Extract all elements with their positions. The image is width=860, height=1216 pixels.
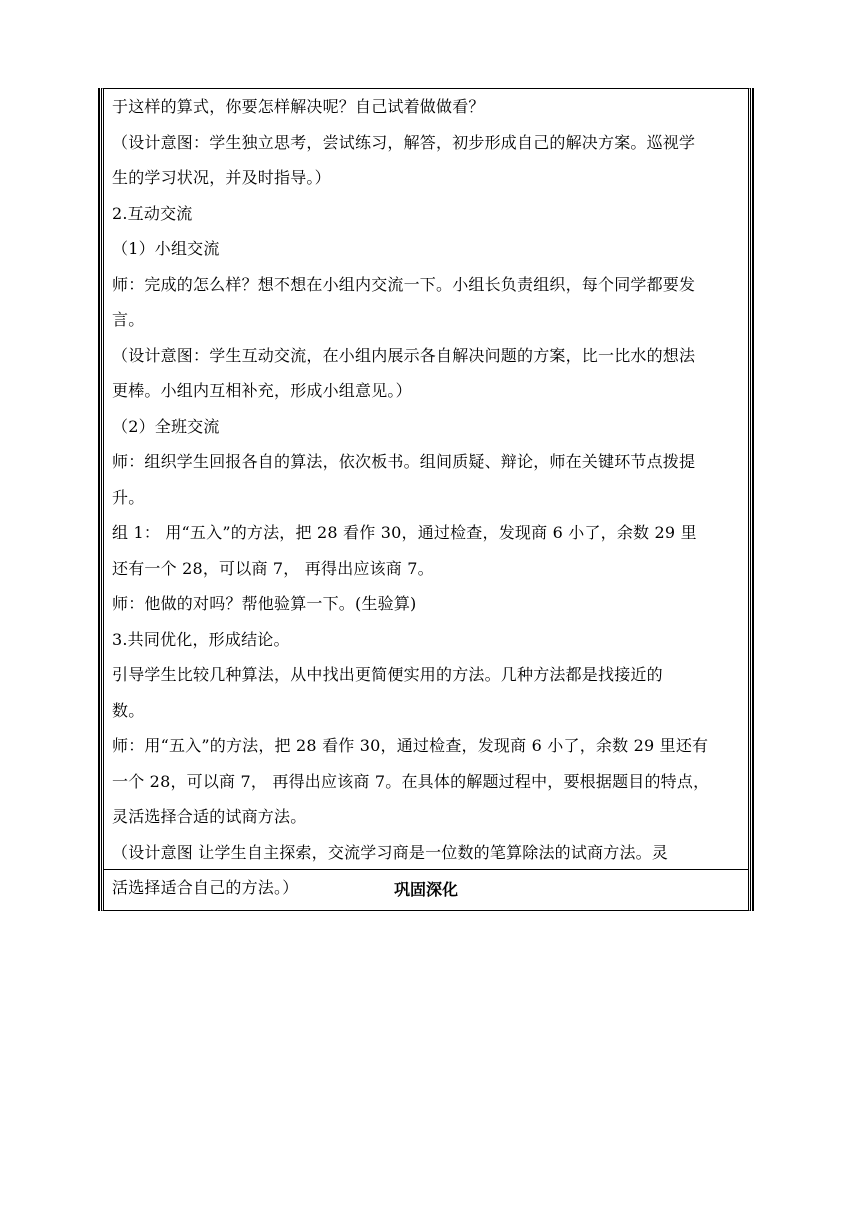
text-line: 活选择适合自己的方法。） (112, 878, 299, 897)
text-line: 数。 (112, 700, 145, 720)
text-line: 一个 28，可以商 7， 再得出应该商 7。在具体的解题过程中，要根据题目的特点， (112, 771, 710, 791)
text-line: 生的学习状况，并及时指导。） (112, 168, 331, 187)
text-line: 师：组织学生回报各自的算法，依次板书。组间质疑、辩论，师在关键环节点拨提 (112, 452, 696, 471)
section-title-cell: 巩固深化 (104, 869, 748, 910)
section-heading: 3.共同优化，形成结论。 (112, 629, 290, 649)
subsection-heading: （2）全班交流 (112, 416, 220, 436)
text-line: 于这样的算式，你要怎样解决呢？自己试着做做看？ (112, 97, 485, 116)
lesson-table (101, 88, 751, 911)
text-line: （设计意图：学生互动交流，在小组内展示各自解决问题的方案，比一比水的想法 (112, 345, 696, 365)
text-line: （设计意图：学生独立思考，尝试练习，解答，初步形成自己的解决方案。巡视学 (112, 132, 696, 152)
text-line: （设计意图 让学生自主探索，交流学习商是一位数的笔算除法的试商方法。灵 (112, 842, 669, 862)
text-line: 引导学生比较几种算法，从中找出更简便实用的方法。几种方法都是找接近的 (112, 665, 663, 684)
text-line: 组 1： 用“五入”的方法，把 28 看作 30，通过检查，发现商 6 小了，余数 29 里 (112, 523, 697, 542)
subsection-heading: （1）小组交流 (112, 239, 220, 258)
text-line: 更棒。小组内互相补充，形成小组意见。） (112, 381, 412, 400)
text-line: 师：用“五入”的方法，把 28 看作 30，通过检查，发现商 6 小了，余数 29 里还有 (112, 736, 709, 755)
text-line: 言。 (112, 310, 145, 329)
text-line: 还有一个 28，可以商 7， 再得出应该商 7。 (112, 558, 434, 578)
text-line: 升。 (112, 487, 145, 507)
text-line: 师：他做的对吗？帮他验算一下。(生验算) (112, 594, 417, 613)
text-line: 师：完成的怎么样？想不想在小组内交流一下。小组长负责组织，每个同学都要发 (112, 274, 696, 294)
text-line: 灵活选择合适的试商方法。 (112, 807, 307, 826)
section-heading: 2.互动交流 (112, 203, 193, 223)
